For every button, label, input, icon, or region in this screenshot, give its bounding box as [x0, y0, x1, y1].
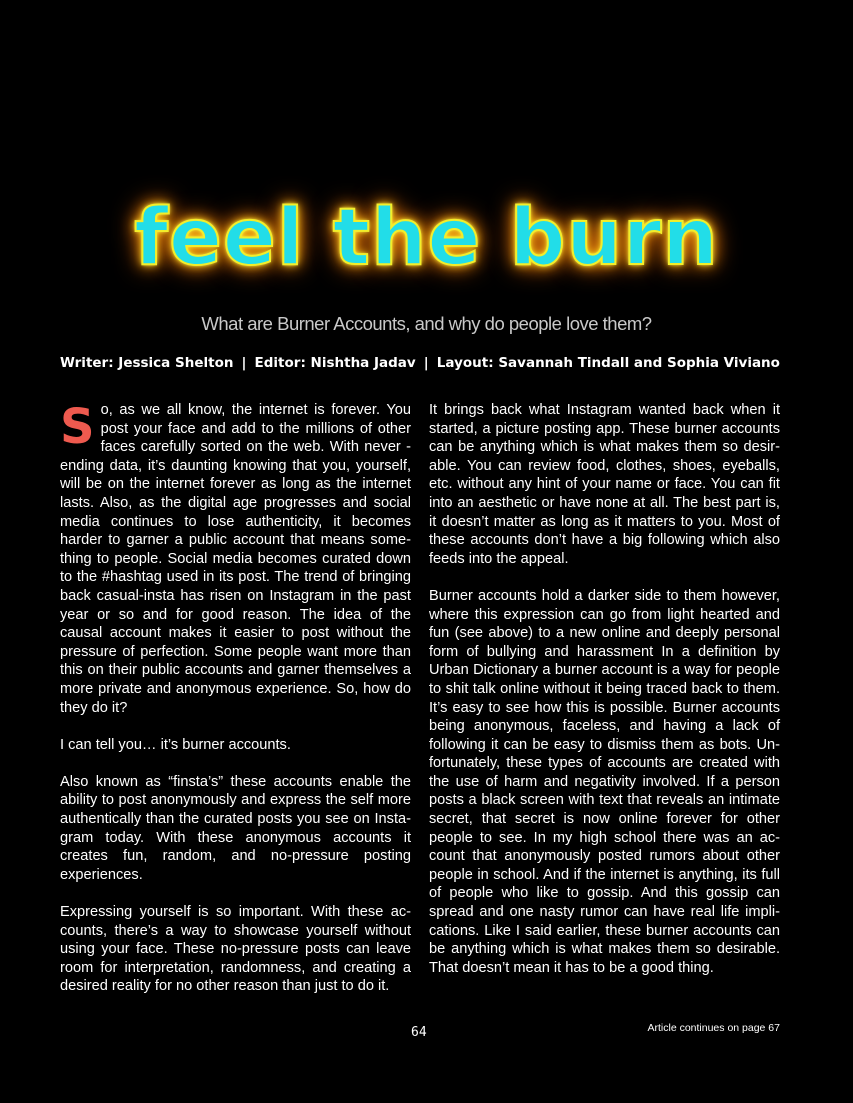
paragraph-text: o, as we all know, the internet is forever. You post your face and add to the millions of other faces carefully sorted on the web. With never -ending data, it’s daunting knowing that you, yourself, will be on the internet forever as long as the internet lasts. Also, as the digital age progresses and social media continues to lose authenticity, it becomes harder to garner a public account that means something to people. Social media becomes curated down to the #hashtag used in its post. The trend of bringing back casual-insta has risen on Instagram in the past year or so and for good reason. The idea of the causal account makes it easier to post without the pressure of perfection. Some people want more than this on their public accounts and garner themselves a more private and anonymous experience. So, how do they do it?	[60, 402, 411, 716]
layout-credit: Layout: Savannah Tindall and Sophia Viviano	[436, 355, 780, 371]
paragraph: Also known as “finsta’s” these accounts enable the ability to post anonymously and express the self more authentically than the curated posts you see on Instagram today. With these anonymous accounts it creates fun, random, and no-pressure posting experiences.	[60, 773, 411, 883]
paragraph: Expressing yourself is so important. With these accounts, there’s a way to showcase yourself without using your face. These no-pressure posts can leave room for interpretation, randomness, and creating a desired reality for no other reason than just to do it.	[60, 904, 411, 995]
credit-separator: |	[241, 355, 247, 371]
title-block	[0, 188, 853, 288]
page-number: 64	[411, 1025, 427, 1040]
credits-line	[60, 355, 780, 371]
writer-credit: Writer: Jessica Shelton	[60, 355, 234, 371]
right-column	[429, 401, 780, 996]
credit-separator: |	[423, 355, 429, 371]
article-subtitle: What are Burner Accounts, and why do people love them?	[201, 313, 652, 334]
paragraph: Burner accounts hold a darker side to them however, where this expression can go from light hearted and fun (see above) to a new online and deeply personal form of bullying and harassment In a definition by Urban Dictionary a burner account is a way for people to shit talk online without it being traced back to them. It’s easy to see how this is possible. Burner accounts being anonymous, faceless, and having a lack of following it can be easy to dismiss them as bots. Unfortunately, these types of accounts are created with the use of harm and negativity involved. If a person posts a black screen with text that reveals an intimate secret, that secret is now online forever for other people to see. In my high school there was an account that anonymously posted rumors about other people in school. And if the internet is anything, its full of people who like to gossip. And this gossip can spread and one nasty rumor can have real life implications. Like I said earlier, these burner accounts can be anything which is what makes them so desirable. That doesn’t mean it has to be a good thing.	[429, 587, 780, 976]
paragraph: I can tell you… it’s burner accounts.	[60, 736, 291, 753]
article-title: feel the burn	[134, 193, 719, 283]
paragraph	[60, 401, 411, 717]
editor-credit: Editor: Nishtha Jadav	[254, 355, 416, 371]
continues-note: Article continues on page 67	[647, 1022, 780, 1034]
drop-cap: S	[60, 399, 95, 455]
left-column	[60, 401, 411, 1015]
paragraph: It brings back what Instagram wanted back when it started, a picture posting app. These burner accounts can be anything which is what makes them so desirable. You can review food, clothes, shoes, eyeballs, etc. without any hint of your name or face. You can fit into an aesthetic or have none at all. The best part is, it doesn’t matter as long as it matters to you. Most of these accounts don’t have a big following which also feeds into the appeal.	[429, 402, 780, 567]
